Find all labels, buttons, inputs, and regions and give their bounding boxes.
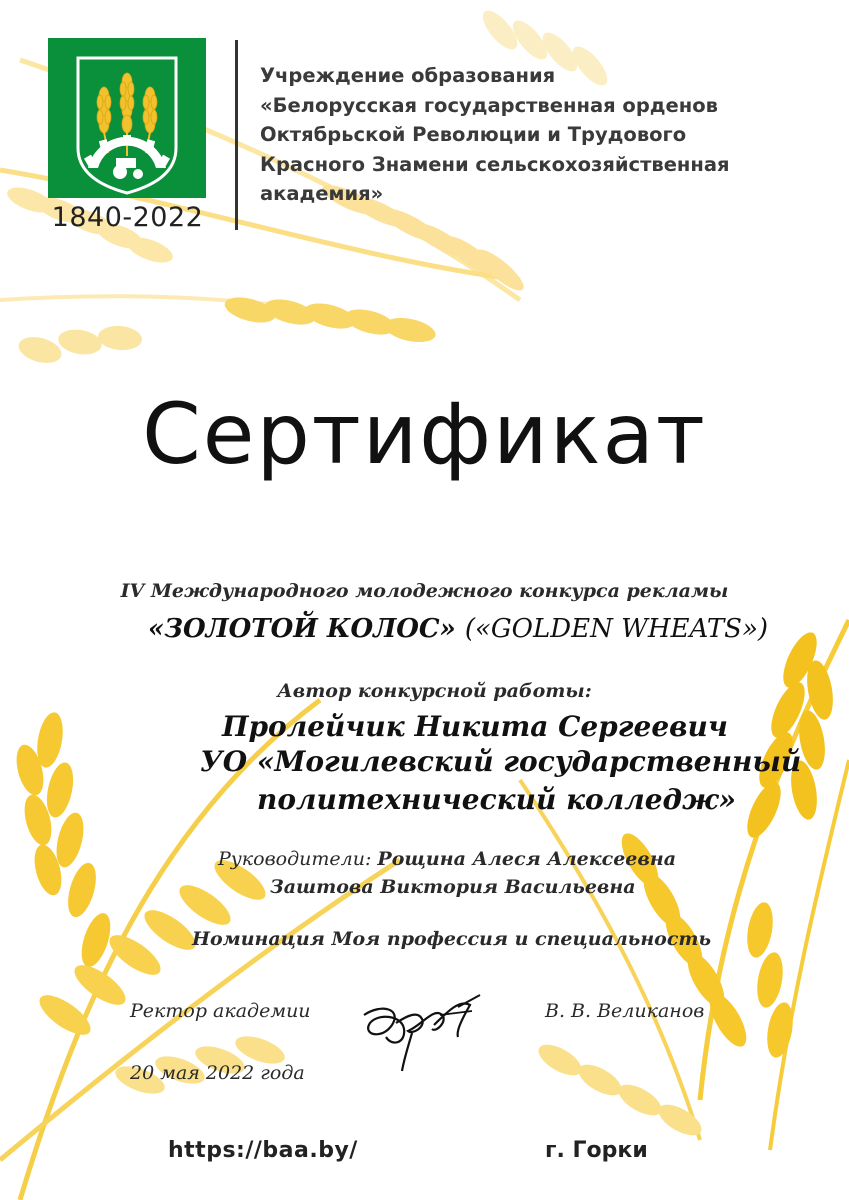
rector-signature [352, 985, 492, 1075]
institution-line: «Белорусская государственная орденов [260, 93, 718, 117]
supervisor-name: Рощина Алеся Алексеевна [377, 848, 677, 870]
footer-website-link[interactable]: https://baa.by/ [168, 1138, 358, 1163]
supervisors-line [218, 848, 838, 870]
supervisor-name: Заштова Виктория Васильевна [270, 876, 636, 898]
issue-date: 20 мая 2022 года [130, 1062, 305, 1084]
author-label: Автор конкурсной работы: [277, 680, 592, 702]
institution-line: Красного Знамени сельскохозяйственная [260, 152, 730, 176]
contest-name-ru: «ЗОЛОТОЙ КОЛОС» [148, 614, 456, 644]
author-organization-line: политехнический колледж» [257, 783, 737, 816]
certificate-title: Сертификат [142, 385, 707, 483]
handwritten-signature-icon [352, 985, 492, 1075]
contest-description: IV Международного молодежного конкурса рекламы [120, 580, 729, 602]
emblem-year-range: 1840-2022 [51, 202, 204, 233]
institution-line: Учреждение образования [260, 64, 556, 87]
contest-name-en: («GOLDEN WHEATS») [464, 614, 769, 644]
nomination: Номинация Моя профессия и специальность [192, 928, 712, 950]
header-divider [235, 40, 238, 230]
academy-emblem [48, 38, 206, 198]
institution-name [260, 61, 840, 209]
rector-position: Ректор академии [130, 1000, 311, 1022]
wheat-stalks-bottom [0, 620, 849, 1200]
author-name: Пролейчик Никита Сергеевич [222, 710, 728, 743]
author-organization-line: УО «Могилевский государственный [200, 745, 802, 778]
contest-name [148, 614, 848, 644]
supervisors-label: Руководители: [218, 848, 372, 870]
footer-city: г. Горки [545, 1138, 648, 1163]
institution-line: академия» [260, 182, 384, 205]
rector-name: В. В. Великанов [545, 1000, 705, 1022]
institution-line: Октябрьской Революции и Трудового [260, 123, 687, 146]
wheat-gear-emblem-icon [48, 38, 206, 198]
